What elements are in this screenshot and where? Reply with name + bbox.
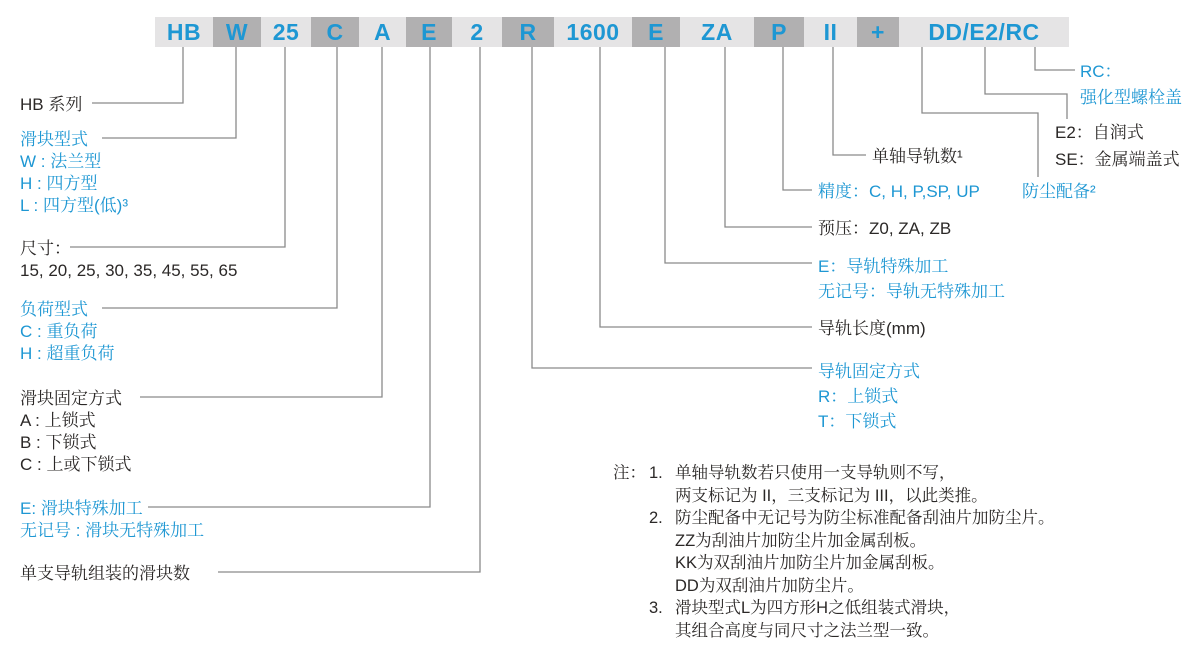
code-segment-load-type: C xyxy=(311,17,359,47)
block-fixing-title: 滑块固定方式 xyxy=(20,389,122,408)
block-special-title: E: 滑块特殊加工 xyxy=(20,499,143,518)
wire-rail-special xyxy=(665,47,812,263)
code-segment-plus: + xyxy=(857,17,899,47)
note-line: 防尘配备中无记号为防尘标准配备刮油片加防尘片。 xyxy=(675,509,1055,527)
label-rails-count: 单轴导轨数¹ xyxy=(872,147,963,166)
load-type-title: 负荷型式 xyxy=(20,300,88,319)
label-accuracy: 精度：C, H, P,SP, UP xyxy=(818,182,980,201)
label-block-type xyxy=(20,129,128,217)
code-segment-rail-special: E xyxy=(632,17,680,47)
wire-accuracy xyxy=(783,47,812,190)
label-se: SE：金属端盖式 xyxy=(1055,150,1180,169)
wire-rail-length xyxy=(600,47,812,327)
code-segment-accuracy: P xyxy=(754,17,804,47)
code-segment-rails-count: II xyxy=(804,17,857,47)
size-values: 15, 20, 25, 30, 35, 45, 55, 65 xyxy=(20,261,238,280)
block-special-option: 无记号 : 滑块无特殊加工 xyxy=(20,521,205,540)
label-rc xyxy=(1080,59,1182,111)
rc-title: RC： xyxy=(1080,62,1122,81)
code-segment-blocks-count: 2 xyxy=(452,17,502,47)
code-segment-series: HB xyxy=(155,17,213,47)
label-block-special xyxy=(20,498,204,542)
wire-series xyxy=(92,47,183,103)
code-segment-block-special: E xyxy=(406,17,452,47)
note-line: ZZ为刮油片加防尘片加金属刮板。 xyxy=(675,531,927,550)
code-segment-block-type: W xyxy=(213,17,261,47)
wire-rail-fixing xyxy=(532,47,812,368)
wire-rails-count xyxy=(833,47,866,155)
wire-block-fixing xyxy=(140,47,382,397)
wire-rc xyxy=(1035,47,1075,70)
notes-label: 注： xyxy=(613,464,646,482)
note-item-1 xyxy=(649,462,1055,507)
rail-fixing-title: 导轨固定方式 xyxy=(818,362,920,381)
code-segment-size: 25 xyxy=(261,17,311,47)
label-rail-length: 导轨长度(mm) xyxy=(818,319,926,338)
note-number: 3. xyxy=(649,599,663,617)
size-title: 尺寸： xyxy=(20,239,71,258)
rail-special-title: E：导轨特殊加工 xyxy=(818,257,949,276)
label-dust: 防尘配备² xyxy=(1022,182,1096,201)
block-type-option: W : 法兰型 xyxy=(20,152,102,171)
rail-fixing-option: R：上锁式 xyxy=(818,387,899,406)
wire-block-type xyxy=(102,47,236,138)
label-series: HB 系列 xyxy=(20,95,83,114)
note-line: DD为双刮油片加防尘片。 xyxy=(675,576,864,595)
code-segment-preload: ZA xyxy=(680,17,754,47)
notes xyxy=(613,462,1055,642)
note-number: 1. xyxy=(649,464,663,482)
load-type-option: H : 超重负荷 xyxy=(20,344,115,363)
notes-items xyxy=(649,462,1055,642)
wire-preload xyxy=(725,47,812,227)
block-fixing-option: A : 上锁式 xyxy=(20,411,96,430)
block-fixing-option: B : 下锁式 xyxy=(20,433,97,452)
wire-e2 xyxy=(985,47,1067,119)
block-type-option: L : 四方型(低)³ xyxy=(20,196,128,215)
code-segment-rail-length: 1600 xyxy=(554,17,632,47)
block-fixing-option: C : 上或下锁式 xyxy=(20,455,132,474)
label-blocks-per-rail: 单支导轨组装的滑块数 xyxy=(20,564,190,583)
label-block-fixing xyxy=(20,388,131,476)
note-number: 2. xyxy=(649,509,663,527)
label-rail-fixing xyxy=(818,359,920,434)
note-line: 其组合高度与同尺寸之法兰型一致。 xyxy=(675,621,939,640)
label-rail-special xyxy=(818,254,1005,304)
rc-subtitle: 强化型螺栓盖 xyxy=(1080,88,1182,107)
model-code-bar xyxy=(155,17,1069,47)
block-type-title: 滑块型式 xyxy=(20,130,88,149)
note-line: KK为双刮油片加防尘片加金属刮板。 xyxy=(675,554,945,572)
rail-fixing-option: T：下锁式 xyxy=(818,412,897,431)
note-item-3 xyxy=(649,597,1055,642)
note-line: 单轴导轨数若只使用一支导轨则不写， xyxy=(675,464,956,482)
code-segment-rail-fixing: R xyxy=(502,17,554,47)
label-size xyxy=(20,238,237,282)
load-type-option: C : 重负荷 xyxy=(20,322,98,341)
code-segment-block-fixing: A xyxy=(359,17,406,47)
note-line: 两支标记为 II，三支标记为 III，以此类推。 xyxy=(675,486,988,505)
block-type-option: H : 四方型 xyxy=(20,174,98,193)
note-item-2 xyxy=(649,507,1055,597)
code-segment-options: DD/E2/RC xyxy=(899,17,1069,47)
label-load-type xyxy=(20,299,114,365)
label-preload: 预压：Z0, ZA, ZB xyxy=(818,219,952,238)
note-line: 滑块型式L为四方形H之低组装式滑块， xyxy=(675,599,961,617)
wire-blocks-per-rail xyxy=(218,47,480,572)
label-e2: E2：自润式 xyxy=(1055,123,1144,142)
rail-special-option: 无记号：导轨无特殊加工 xyxy=(818,282,1005,301)
